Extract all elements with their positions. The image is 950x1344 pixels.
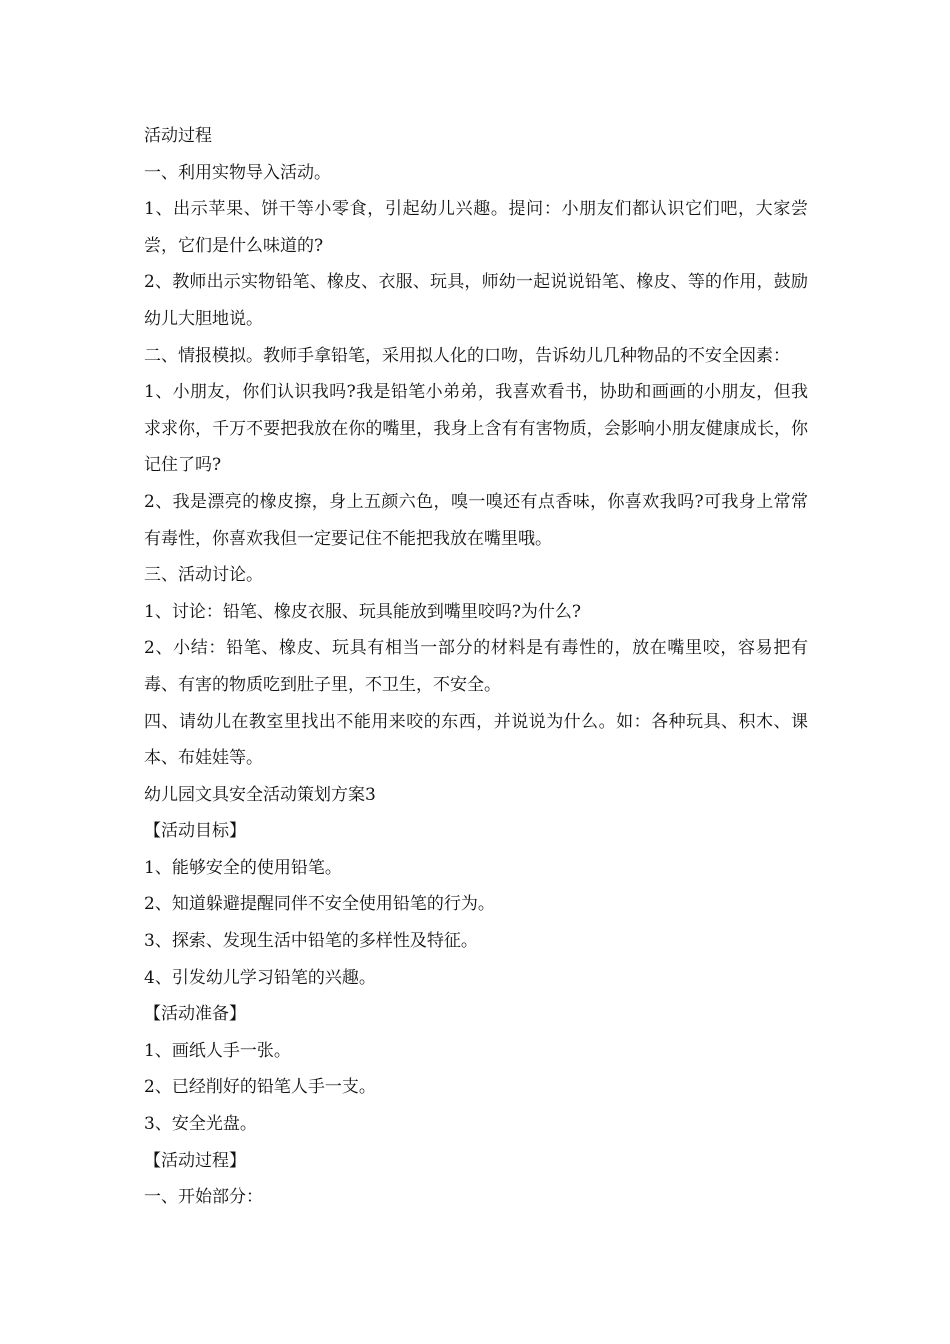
paragraph: 二、情报模拟。教师手拿铅笔，采用拟人化的口吻，告诉幼儿几种物品的不安全因素：	[144, 345, 790, 366]
section-heading-activity-process: 活动过程	[144, 126, 212, 146]
paragraph: 三、活动讨论。	[144, 565, 263, 586]
paragraph: 2、教师出示实物铅笔、橡皮、衣服、玩具，师幼一起说说铅笔、橡皮、等的作用，鼓励幼儿大胆地说。	[144, 272, 808, 329]
paragraph: 一、开始部分：	[144, 1187, 263, 1208]
list-item: 3、探索、发现生活中铅笔的多样性及特征。	[144, 931, 478, 952]
list-item: 2、已经削好的铅笔人手一支。	[144, 1077, 376, 1098]
paragraph: 一、利用实物导入活动。	[144, 162, 331, 183]
plan-title: 幼儿园文具安全活动策划方案3	[144, 784, 376, 805]
paragraph: 1、小朋友，你们认识我吗?我是铅笔小弟弟，我喜欢看书，协助和画画的小朋友，但我求求你，千万不要把我放在你的嘴里，我身上含有有害物质，会影响小朋友健康成长，你记住了吗?	[144, 382, 808, 476]
list-item: 4、引发幼儿学习铅笔的兴趣。	[144, 967, 376, 988]
paragraph: 2、我是漂亮的橡皮擦，身上五颜六色，嗅一嗅还有点香味，你喜欢我吗?可我身上常常有毒性，你喜欢我但一定要记住不能把我放在嘴里哦。	[144, 491, 808, 549]
paragraph: 2、小结：铅笔、橡皮、玩具有相当一部分的材料是有毒性的，放在嘴里咬，容易把有毒、有害的物质吃到肚子里，不卫生，不安全。	[144, 638, 808, 695]
section-heading-process: 【活动过程】	[144, 1150, 246, 1171]
list-item: 1、画纸人手一张。	[144, 1040, 291, 1061]
paragraph: 1、讨论：铅笔、橡皮衣服、玩具能放到嘴里咬吗?为什么?	[144, 601, 582, 622]
document-body	[144, 118, 808, 1216]
list-item: 1、能够安全的使用铅笔。	[144, 857, 342, 878]
list-item: 2、知道躲避提醒同伴不安全使用铅笔的行为。	[144, 894, 495, 915]
list-item: 3、安全光盘。	[144, 1114, 257, 1135]
paragraph: 1、出示苹果、饼干等小零食，引起幼儿兴趣。提问：小朋友们都认识它们吧，大家尝尝，它们是什么味道的?	[144, 199, 808, 256]
section-heading-goals: 【活动目标】	[144, 821, 246, 842]
section-heading-preparation: 【活动准备】	[144, 1004, 246, 1025]
paragraph: 四、请幼儿在教室里找出不能用来咬的东西，并说说为什么。如：各种玩具、积木、课本、布娃娃等。	[144, 711, 808, 769]
